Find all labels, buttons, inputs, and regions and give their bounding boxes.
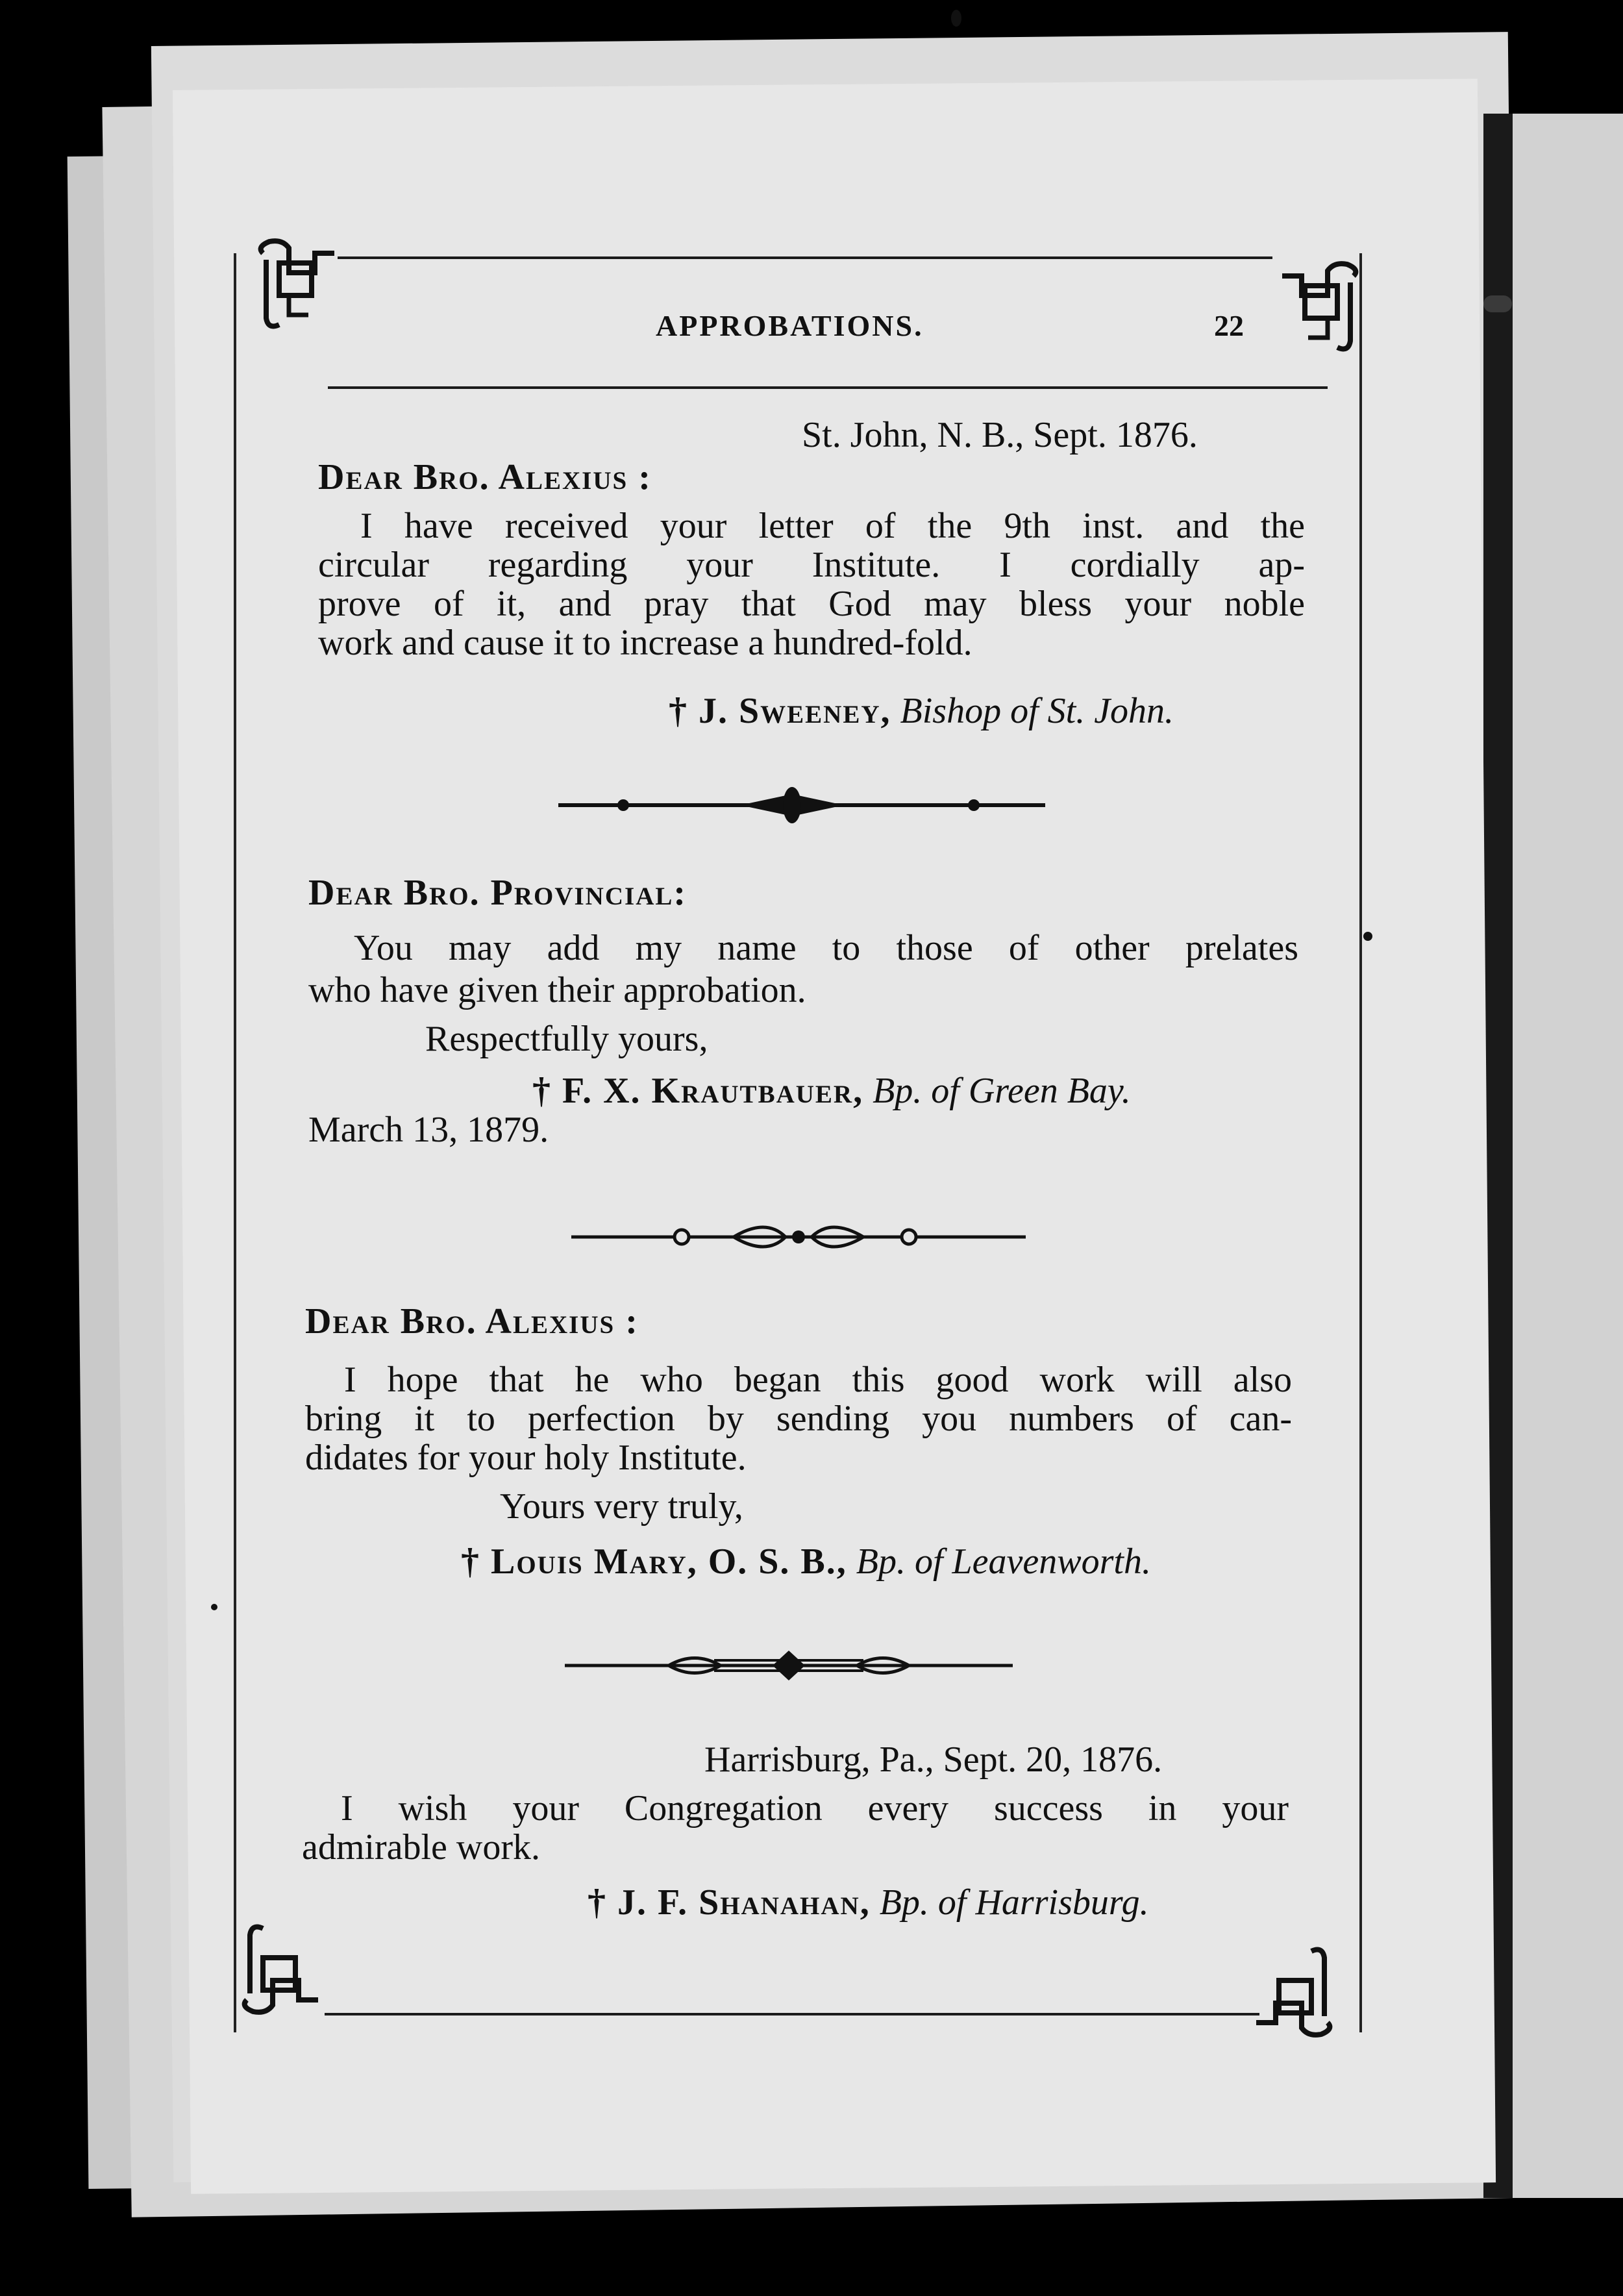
signature [669, 692, 1174, 730]
body-line: who have given their approbation. [308, 970, 806, 1010]
signature-name: † F. X. Krautbauer, [532, 1071, 864, 1111]
divider-ornament [558, 782, 1045, 828]
divider-ornament [571, 1214, 1026, 1260]
closing: Respectfully yours, [425, 1019, 708, 1059]
signature [588, 1883, 1149, 1922]
salutation: Dear Bro. Alexius : [318, 457, 652, 497]
corner-ornament-bottom-left [234, 1915, 338, 2019]
frame-bottom-rule [325, 2013, 1259, 2015]
ink-speck [211, 1604, 217, 1610]
body-line: I hope that he who began this good work will also [344, 1360, 1292, 1400]
body-line: bring it to perfection by sending you numbers of can- [305, 1399, 1292, 1439]
signature [532, 1071, 1131, 1110]
signature-title: Bp. of Leavenworth. [856, 1541, 1151, 1582]
signature-title: Bp. of Green Bay. [873, 1071, 1131, 1111]
body-line: I wish your Congregation every success in your [341, 1788, 1289, 1828]
place-date: Harrisburg, Pa., Sept. 20, 1876. [704, 1740, 1163, 1780]
signature-name: † J. Sweeney, [669, 691, 891, 731]
salutation: Dear Bro. Provincial: [308, 873, 688, 913]
running-head: APPROBATIONS. [656, 309, 924, 342]
body-line: I have received your letter of the 9th inst. and the [360, 506, 1305, 546]
frame-top-rule [338, 256, 1272, 259]
ink-speck [951, 10, 961, 27]
signature-title: Bishop of St. John. [900, 691, 1174, 731]
body-line: work and cause it to increase a hundred-fold. [318, 623, 973, 663]
body-line: circular regarding your Institute. I cordially ap- [318, 545, 1305, 585]
salutation: Dear Bro. Alexius : [305, 1301, 639, 1341]
body-line: didates for your holy Institute. [305, 1438, 747, 1478]
page-number: 22 [1214, 309, 1244, 342]
body-line: You may add my name to those of other prelates [354, 928, 1298, 968]
divider-ornament [565, 1643, 1013, 1688]
header-rule [328, 386, 1328, 389]
signature [461, 1542, 1151, 1581]
letter-date: March 13, 1879. [308, 1110, 549, 1150]
ink-speck [1363, 932, 1372, 941]
corner-ornament-bottom-right [1237, 1938, 1341, 2042]
page-header [0, 308, 1623, 347]
place-date: St. John, N. B., Sept. 1876. [802, 415, 1198, 455]
body-line: prove of it, and pray that God may bless your noble [318, 584, 1305, 624]
facing-page-edge [1513, 114, 1623, 2198]
signature-name: † J. F. Shanahan, [588, 1882, 871, 1923]
signature-name: † Louis Mary, O. S. B., [461, 1541, 847, 1582]
closing: Yours very truly, [500, 1486, 743, 1527]
signature-title: Bp. of Harrisburg. [879, 1882, 1149, 1923]
body-line: admirable work. [302, 1827, 540, 1867]
